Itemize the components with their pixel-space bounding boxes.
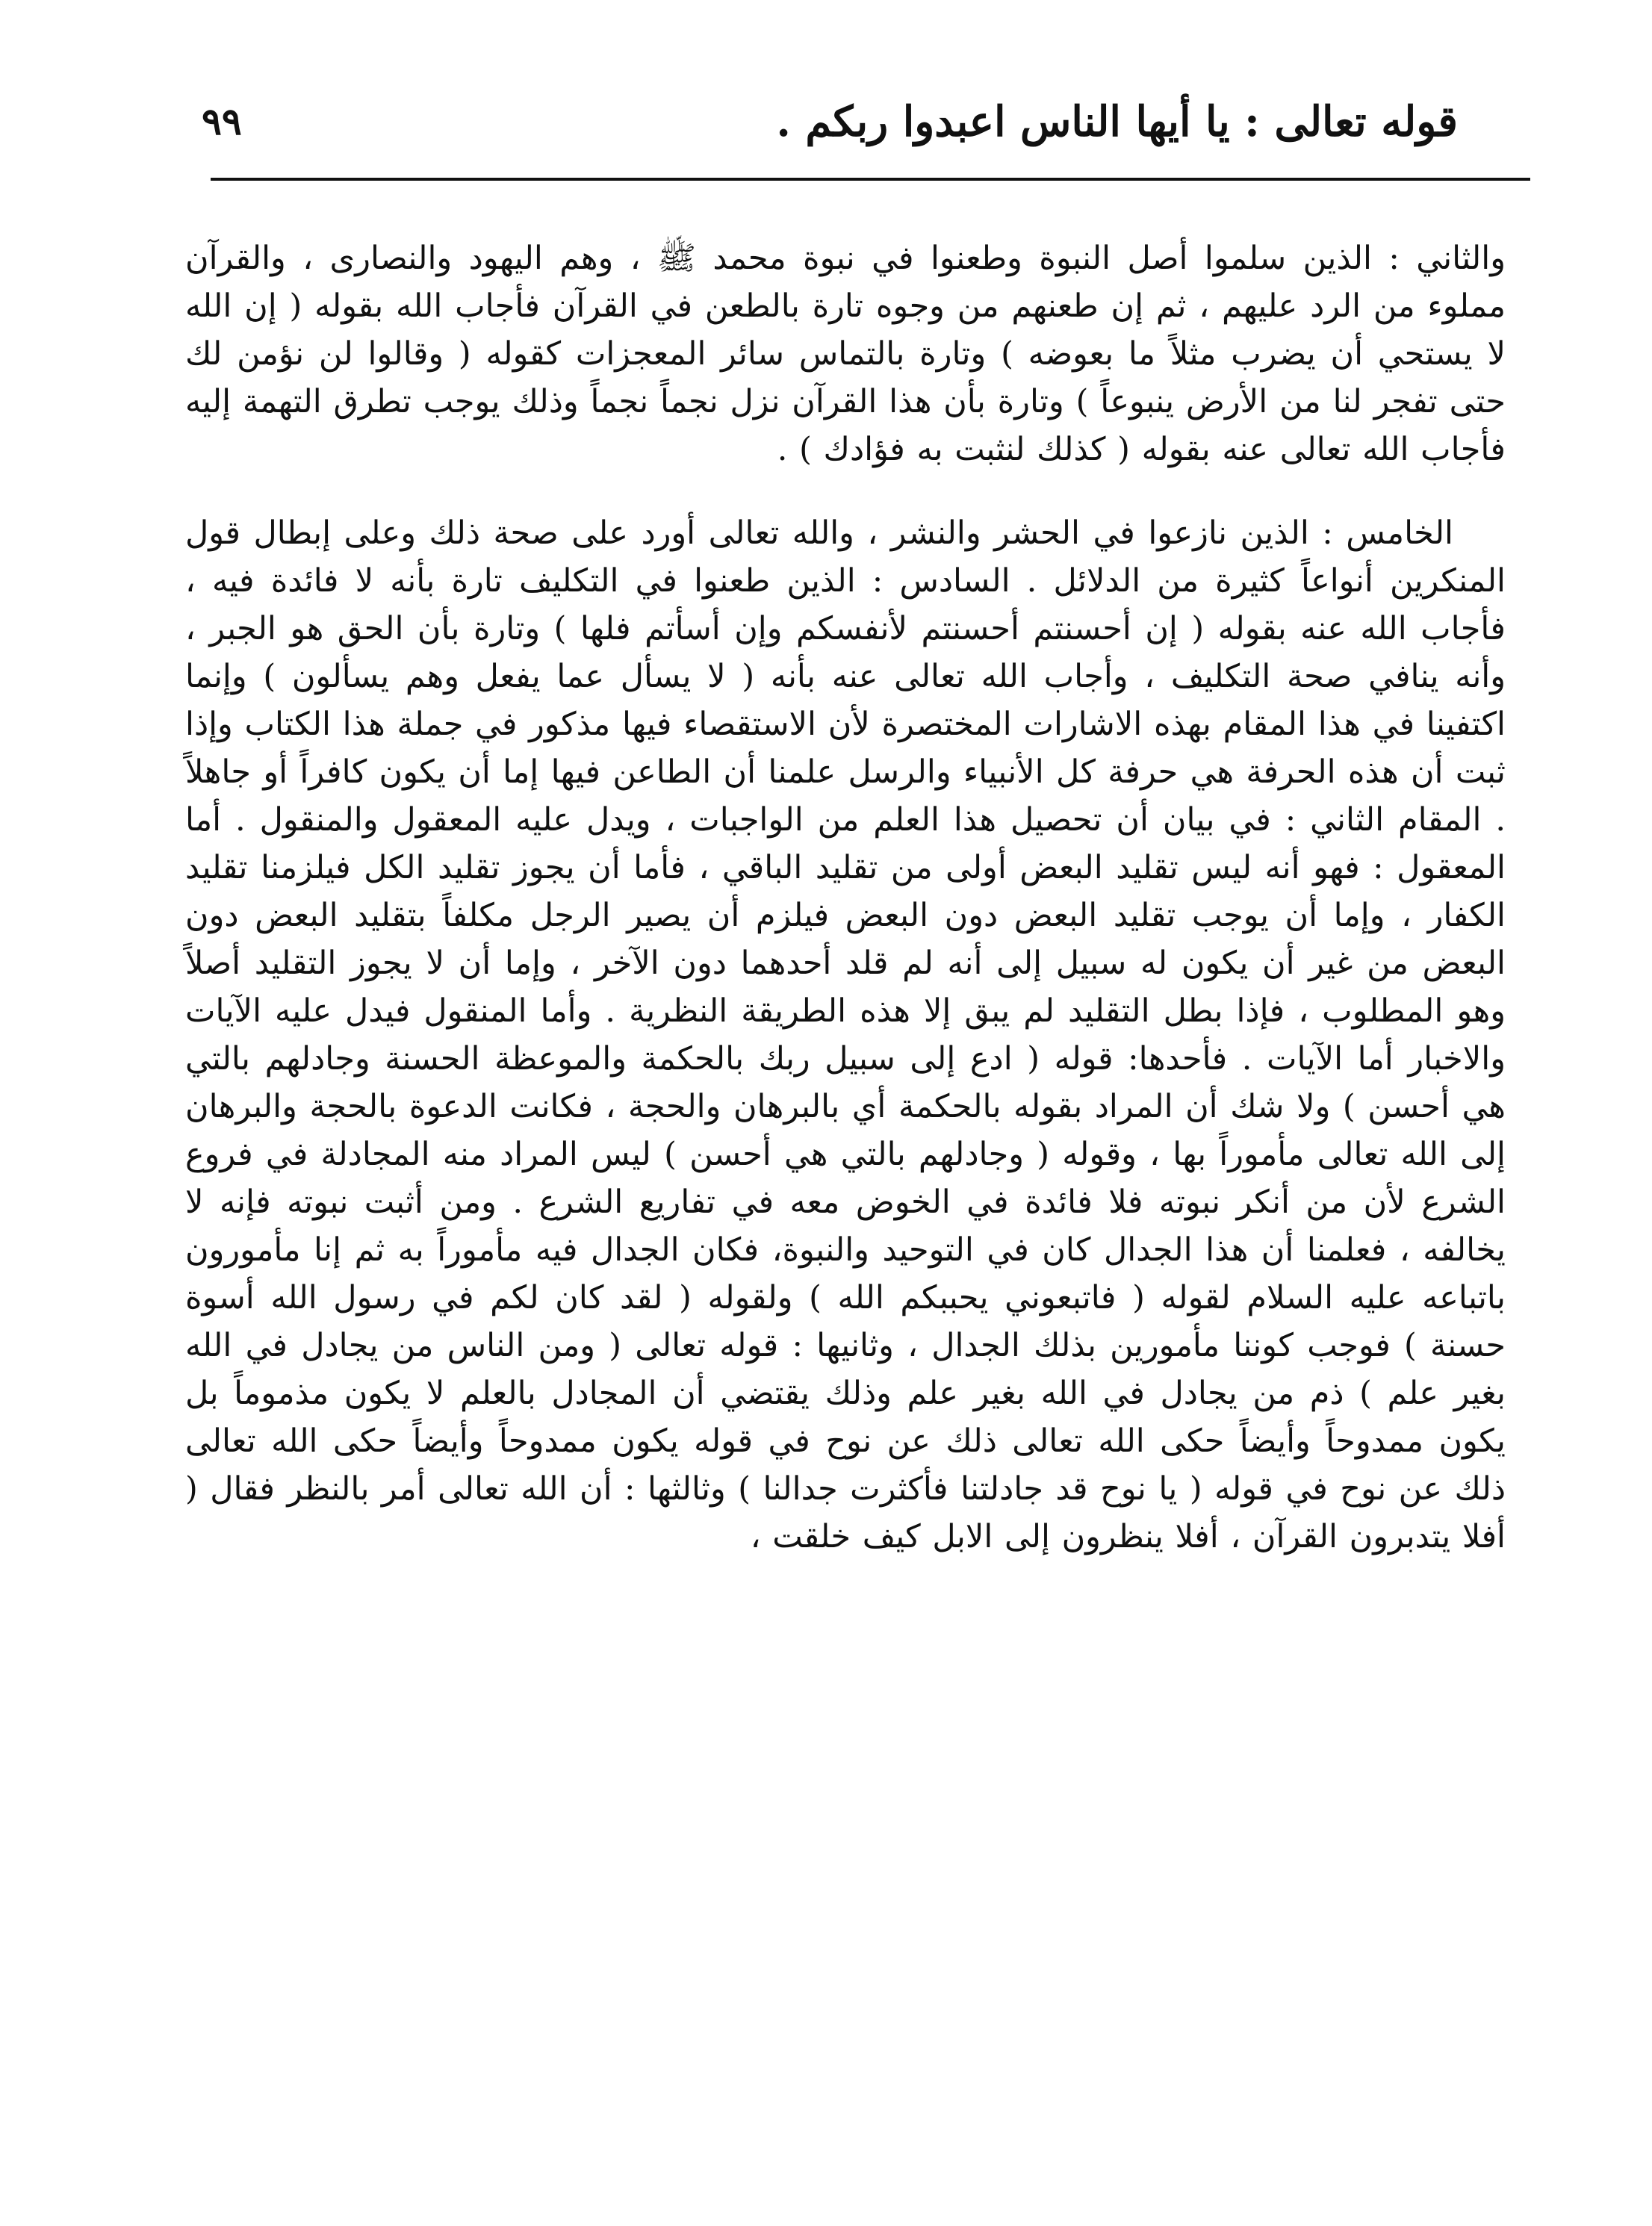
body-text (185, 234, 1506, 1561)
page-number: ٩٩ (202, 99, 242, 143)
running-title: قوله تعالى : يا أيها الناس اعبدوا ربكم . (776, 97, 1458, 146)
running-header (202, 88, 1458, 155)
paragraph: الخامس : الذين نازعوا في الحشر والنشر ، والله تعالى أورد على صحة ذلك وعلى إبطال قول المنكرين أنواعاً كثيرة من الدلائل . السادس : الذين طعنوا في التكليف تارة بأنه لا فائدة فيه ، فأجاب الله عنه بقوله ( إن أحسنتم أحسنتم لأنفسكم وإن أسأتم فلها ) وتارة بأن الحق هو الجبر ، وأنه ينافي صحة التكليف ، وأجاب الله تعالى عنه بأنه ( لا يسأل عما يفعل وهم يسألون ) وإنما اكتفينا في هذا المقام بهذه الاشارات المختصرة لأن الاستقصاء فيها مذكور في جملة هذا الكتاب وإذا ثبت أن هذه الحرفة هي حرفة كل الأنبياء والرسل علمنا أن الطاعن فيها إما أن يكون كافراً أو جاهلاً . المقام الثاني : في بيان أن تحصيل هذا العلم من الواجبات ، ويدل عليه المعقول والمنقول . أما المعقول : فهو أنه ليس تقليد البعض أولى من تقليد الباقي ، فأما أن يجوز تقليد الكل فيلزمنا تقليد الكفار ، وإما أن يوجب تقليد البعض دون البعض فيلزم أن يصير الرجل مكلفاً بتقليد البعض دون البعض من غير أن يكون له سبيل إلى أنه لم قلد أحدهما دون الآخر ، وإما أن لا يجوز التقليد أصلاً وهو المطلوب ، فإذا بطل التقليد لم يبق إلا هذه الطريقة النظرية . وأما المنقول فيدل عليه الآيات والاخبار أما الآيات . فأحدها: قوله ( ادع إلى سبيل ربك بالحكمة والموعظة الحسنة وجادلهم بالتي هي أحسن ) ولا شك أن المراد بقوله بالحكمة أي بالبرهان والحجة ، فكانت الدعوة بالحجة والبرهان إلى الله تعالى مأموراً بها ، وقوله ( وجادلهم بالتي هي أحسن ) ليس المراد منه المجادلة في فروع الشرع لأن من أنكر نبوته فلا فائدة في الخوض معه في تفاريع الشرع . ومن أثبت نبوته فإنه لا يخالفه ، فعلمنا أن هذا الجدال كان في التوحيد والنبوة، فكان الجدال فيه مأموراً به ثم إنا مأمورون باتباعه عليه السلام لقوله ( فاتبعوني يحببكم الله ) ولقوله ( لقد كان لكم في رسول الله أسوة حسنة ) فوجب كوننا مأمورين بذلك الجدال ، وثانيها : قوله تعالى ( ومن الناس من يجادل في الله بغير علم ) ذم من يجادل في الله بغير علم وذلك يقتضي أن المجادل بالعلم لا يكون مذموماً بل يكون ممدوحاً وأيضاً حكى الله تعالى ذلك عن نوح في قوله يكون ممدوحاً وأيضاً حكى الله تعالى ذلك عن نوح في قوله ( يا نوح قد جادلتنا فأكثرت جدالنا ) وثالثها : أن الله تعالى أمر بالنظر فقال ( أفلا يتدبرون القرآن ، أفلا ينظرون إلى الابل كيف خلقت ، (185, 514, 1506, 1555)
header-rule (211, 178, 1530, 181)
paragraph: والثاني : الذين سلموا أصل النبوة وطعنوا في نبوة محمد ﷺ ، وهم اليهود والنصارى ، والقرآن مملوء من الرد عليهم ، ثم إن طعنهم من وجوه تارة بالطعن في القرآن فأجاب الله بقوله ( إن الله لا يستحي أن يضرب مثلاً ما بعوضه ) وتارة بالتماس سائر المعجزات كقوله ( وقالوا لن نؤمن لك حتى تفجر لنا من الأرض ينبوعاً ) وتارة بأن هذا القرآن نزل نجماً نجماً وذلك يوجب تطرق التهمة إليه فأجاب الله تعالى عنه بقوله ( كذلك لنثبت به فؤادك ) . (185, 240, 1506, 468)
